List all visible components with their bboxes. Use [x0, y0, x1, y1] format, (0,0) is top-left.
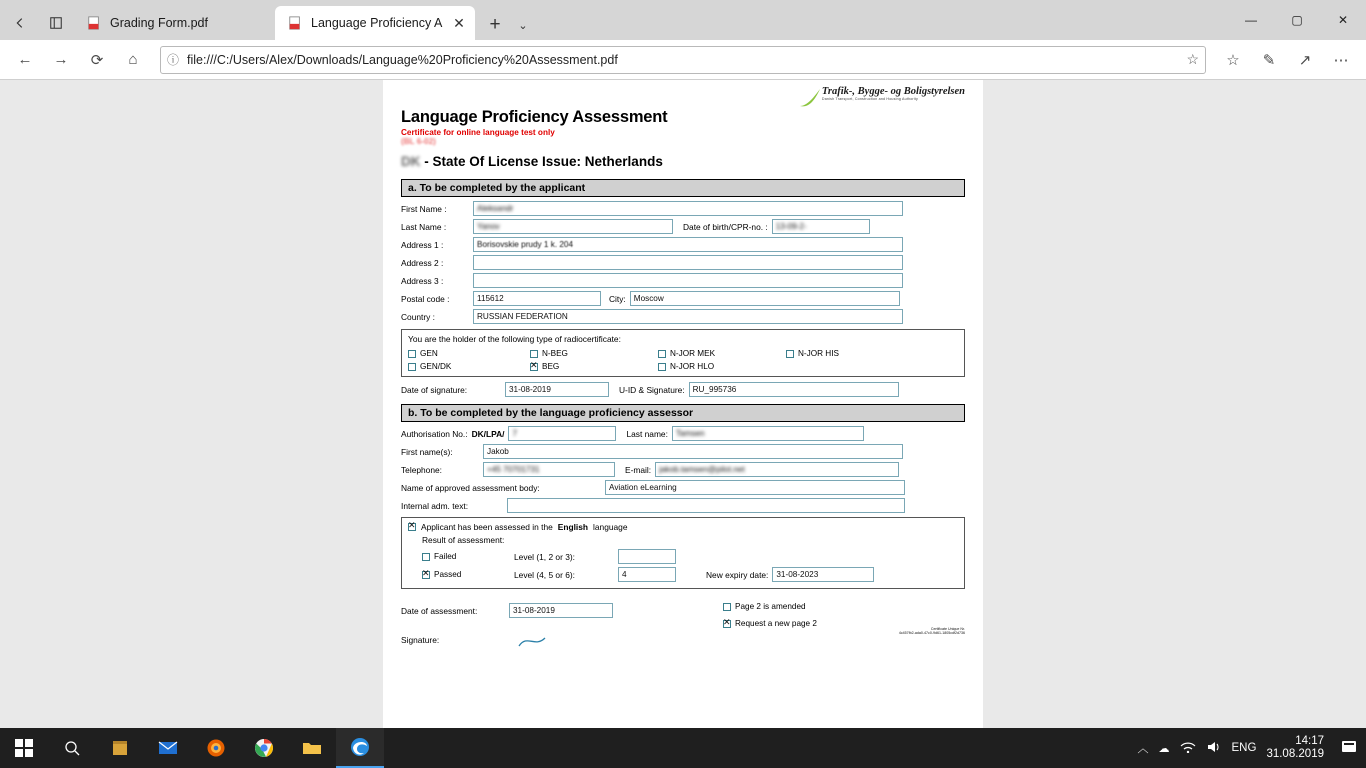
passed-option[interactable]: [422, 570, 510, 579]
certificate-unique-label: Certificate Unique Nr.: [930, 627, 965, 631]
assessor-firstname-row: [401, 444, 965, 459]
radiocertificate-row-1: [408, 349, 958, 358]
state-of-license-line: [401, 154, 965, 169]
logo-swoosh-icon: [798, 88, 822, 108]
tab-strip-back-icon[interactable]: [2, 6, 38, 40]
address3-field[interactable]: [473, 273, 903, 288]
assessor-firstname-label: First name(s):: [401, 446, 453, 457]
close-window-button[interactable]: ✕: [1337, 13, 1349, 27]
checkbox-beg-label: BEG: [542, 362, 560, 371]
favorites-icon[interactable]: ☆: [1226, 51, 1240, 69]
passed-checkbox[interactable]: [422, 571, 430, 579]
cloud-icon[interactable]: ☁: [1158, 742, 1170, 755]
start-icon[interactable]: [0, 728, 48, 768]
authority-name-en: Danish Transport, Construction and Housing Authority: [821, 97, 919, 101]
internal-text-field[interactable]: [507, 498, 905, 513]
settings-more-icon[interactable]: ⋯: [1333, 51, 1349, 69]
page2-amended-checkbox[interactable]: [723, 603, 731, 611]
last-name-row: [401, 219, 965, 234]
checkbox-n-beg-label: N-BEG: [542, 349, 568, 358]
date-of-signature-field[interactable]: [505, 382, 609, 397]
checkbox-n-jor-mek[interactable]: [658, 349, 786, 358]
authorisation-field[interactable]: [508, 426, 616, 441]
certificate-unique-value: 4c457fb2-ada0-47c0-9d61-1805cdf2d736: [898, 631, 965, 635]
browser-tab-2-title: Language Proficiency A: [311, 16, 443, 30]
checkbox-gen[interactable]: [408, 349, 530, 358]
address2-label: Address 2 :: [401, 257, 444, 268]
assessment-result-box: [401, 517, 965, 589]
expiry-date-label: New expiry date:: [706, 569, 769, 580]
last-name-field[interactable]: [473, 219, 673, 234]
date-of-assessment-field[interactable]: [509, 603, 613, 618]
language-indicator[interactable]: ENG: [1231, 742, 1257, 754]
assessment-body-row: [401, 480, 965, 495]
checkbox-gen-dk-box[interactable]: [408, 363, 416, 371]
email-field[interactable]: [655, 462, 899, 477]
city-label: City:: [609, 293, 626, 304]
city-value: Moscow: [633, 294, 664, 303]
internal-text-label: Internal adm. text:: [401, 500, 469, 511]
section-b-heading: b. To be completed by the language proficiency assessor: [401, 404, 965, 422]
authority-logo: [822, 86, 965, 101]
radiocertificate-group: [401, 329, 965, 377]
pdf-icon: [287, 15, 303, 31]
state-prefix: DK: [401, 154, 421, 169]
checkbox-n-jor-mek-label: N-JOR MEK: [670, 349, 716, 358]
passed-level-field[interactable]: [618, 567, 676, 582]
date-of-assessment-row: [401, 603, 965, 618]
checkbox-gen-dk[interactable]: [408, 362, 530, 371]
passed-level-label: Level (4, 5 or 6):: [514, 569, 575, 580]
checkbox-beg-box[interactable]: [530, 363, 538, 371]
last-name-label: Last Name :: [401, 221, 447, 232]
search-icon[interactable]: [48, 728, 96, 768]
telephone-label: Telephone:: [401, 464, 442, 475]
address1-label: Address 1 :: [401, 239, 444, 250]
authorisation-label: Authorisation No.:: [401, 428, 468, 439]
email-value: jakob.tamsen@pilot.net: [659, 465, 745, 474]
country-value: RUSSIAN FEDERATION: [477, 312, 568, 321]
store-icon[interactable]: [96, 728, 144, 768]
assessor-lastname-label: Last name:: [626, 428, 668, 439]
close-tab-icon[interactable]: ✕: [453, 14, 465, 31]
home-icon[interactable]: ⌂: [128, 51, 138, 68]
system-tray: [1138, 735, 1366, 761]
forward-icon[interactable]: →: [53, 51, 69, 68]
browser-tab-1-title: Grading Form.pdf: [110, 16, 208, 30]
assessor-firstname-value: Jakob: [487, 447, 509, 456]
refresh-icon[interactable]: ⟳: [90, 51, 104, 69]
address3-label: Address 3 :: [401, 275, 444, 286]
failed-label: Failed: [434, 552, 457, 561]
request-page2-label: Request a new page 2: [735, 619, 817, 628]
back-icon[interactable]: ←: [17, 51, 33, 68]
date-of-assessment-value: 31-08-2019: [513, 606, 555, 615]
failed-level-field[interactable]: [618, 549, 676, 564]
explorer-icon[interactable]: [288, 728, 336, 768]
uid-signature-value: RU_995736: [692, 385, 737, 394]
expiry-date-field[interactable]: [772, 567, 874, 582]
internal-text-row: [401, 498, 965, 513]
postal-city-row: [401, 291, 965, 306]
assessor-lastname-field[interactable]: [672, 426, 864, 441]
authority-name: Trafik-, Bygge- og Boligstyrelsen: [821, 86, 965, 97]
volume-icon[interactable]: [1206, 740, 1222, 757]
mail-icon[interactable]: [144, 728, 192, 768]
checkbox-gen-dk-label: GEN/DK: [420, 362, 452, 371]
address2-field[interactable]: [473, 255, 903, 270]
dob-label: Date of birth/CPR-no. :: [683, 221, 768, 232]
email-label: E-mail:: [625, 464, 652, 475]
clock-date: 31.08.2019: [1266, 748, 1324, 760]
minimize-button[interactable]: —: [1245, 13, 1257, 27]
notes-icon[interactable]: ✎: [1262, 51, 1276, 69]
page2-amended-label: Page 2 is amended: [735, 602, 806, 611]
checkbox-n-beg-box[interactable]: [530, 350, 538, 358]
window-controls: [1228, 0, 1366, 40]
signature-date-row: [401, 382, 965, 397]
checkbox-n-jor-his-label: N-JOR HIS: [798, 349, 839, 358]
telephone-field[interactable]: [483, 462, 615, 477]
pdf-viewer[interactable]: [0, 80, 1366, 768]
firefox-icon[interactable]: [192, 728, 240, 768]
notification-icon[interactable]: [1340, 738, 1358, 759]
tab-list-menu-icon[interactable]: ⌄: [518, 19, 528, 32]
pdf-page: [383, 80, 983, 768]
assessment-body-label: Name of approved assessment body:: [401, 482, 540, 493]
clock-time: 14:17: [1295, 735, 1324, 747]
city-field[interactable]: [630, 291, 900, 306]
date-of-signature-label: Date of signature:: [401, 384, 468, 395]
browser-tab-2[interactable]: [275, 6, 475, 40]
result-of-assessment-label: Result of assessment:: [422, 535, 505, 545]
radiocertificate-title: You are the holder of the following type of radiocertificate:: [408, 334, 621, 344]
passed-row: [422, 567, 958, 582]
doc-subtitle: Certificate for online language test only: [401, 128, 555, 137]
country-label: Country :: [401, 311, 435, 322]
request-page2-option[interactable]: [723, 619, 817, 628]
assessed-language-post: language: [593, 522, 628, 532]
assessed-language-row[interactable]: [408, 522, 958, 532]
address3-row: [401, 273, 965, 288]
authorisation-value: 7: [512, 429, 518, 438]
checkbox-gen-box[interactable]: [408, 350, 416, 358]
assessment-body-field[interactable]: [605, 480, 905, 495]
tab-strip-apps-icon[interactable]: [38, 6, 74, 40]
date-of-signature-value: 31-08-2019: [509, 385, 551, 394]
authorisation-prefix: DK/LPA/: [471, 428, 505, 439]
site-info-icon[interactable]: ⓘ: [167, 53, 180, 67]
country-field[interactable]: [473, 309, 903, 324]
maximize-button[interactable]: ▢: [1291, 13, 1303, 27]
assessed-language-pre: Applicant has been assessed in the: [421, 522, 553, 532]
pdf-icon: [86, 15, 102, 31]
checkbox-beg[interactable]: [530, 362, 658, 371]
checkbox-n-jor-hlo-box[interactable]: [658, 363, 666, 371]
assessed-language-checkbox[interactable]: [408, 523, 416, 531]
address1-row: [401, 237, 965, 252]
network-icon[interactable]: [1180, 741, 1196, 756]
postal-code-field[interactable]: [473, 291, 601, 306]
edge-icon[interactable]: [336, 728, 384, 768]
signature-label: Signature:: [401, 635, 440, 645]
address2-row: [401, 255, 965, 270]
checkbox-gen-label: GEN: [420, 349, 438, 358]
checkbox-n-beg[interactable]: [530, 349, 658, 358]
checkbox-n-jor-mek-box[interactable]: [658, 350, 666, 358]
first-name-label: First Name :: [401, 203, 447, 214]
dob-value: 13-09-2-: [775, 222, 807, 231]
doc-subtitle-secondary: (BL 6-02): [401, 137, 436, 146]
failed-level-label: Level (1, 2 or 3):: [514, 551, 575, 562]
telephone-value: +45 70701731: [487, 465, 540, 474]
passed-label: Passed: [434, 570, 462, 579]
add-favorite-icon[interactable]: ☆: [1186, 51, 1199, 67]
address-bar[interactable]: [160, 46, 1206, 74]
assessed-language-name: English: [557, 522, 589, 532]
chrome-icon[interactable]: [240, 728, 288, 768]
section-a-heading: a. To be completed by the applicant: [401, 179, 965, 197]
authorisation-row: [401, 426, 965, 441]
uid-signature-label: U-ID & Signature:: [619, 384, 685, 395]
tray-chevron-icon[interactable]: ︿: [1137, 743, 1149, 755]
new-tab-button[interactable]: +: [489, 14, 501, 35]
checkbox-n-jor-hlo[interactable]: [658, 362, 786, 371]
telephone-email-row: [401, 462, 965, 477]
first-name-value: Aleksandr: [477, 204, 514, 213]
first-name-field[interactable]: [473, 201, 903, 216]
page2-amended-option[interactable]: [723, 602, 806, 611]
passed-level-value: 4: [622, 570, 627, 579]
failed-row: [422, 549, 958, 564]
address1-value: Borisovskie prudy 1 k. 204: [477, 240, 574, 249]
failed-option[interactable]: [422, 552, 510, 561]
first-name-row: [401, 201, 965, 216]
certificate-unique-block: [899, 627, 965, 635]
signature-mark-icon: [517, 632, 577, 648]
address-bar-url: file:///C:/Users/Alex/Downloads/Language%20Proficiency%20Assessment.pdf: [187, 52, 618, 67]
country-row: [401, 309, 965, 324]
clock[interactable]: [1266, 735, 1330, 761]
date-of-assessment-label: Date of assessment:: [401, 605, 478, 616]
dob-field[interactable]: [772, 219, 870, 234]
failed-checkbox[interactable]: [422, 553, 430, 561]
windows-taskbar: [0, 728, 1366, 768]
assessor-lastname-value: Tamsen: [675, 429, 705, 438]
radiocertificate-row-2: [408, 362, 958, 371]
checkbox-n-jor-his[interactable]: [786, 349, 839, 358]
tab-strip: [0, 0, 1366, 40]
uid-signature-field[interactable]: [689, 382, 899, 397]
postal-code-label: Postal code :: [401, 293, 450, 304]
signature-row: [401, 632, 965, 648]
state-text: - State Of License Issue: Netherlands: [420, 154, 663, 169]
postal-code-value: 115612: [477, 294, 504, 303]
expiry-date-value: 31-08-2023: [776, 570, 819, 579]
share-icon[interactable]: ↗: [1298, 51, 1312, 69]
assessor-firstname-field[interactable]: [483, 444, 903, 459]
assessment-body-value: Aviation eLearning: [609, 483, 677, 492]
checkbox-n-jor-his-box[interactable]: [786, 350, 794, 358]
last-name-value: Yanov: [477, 222, 500, 231]
browser-tab-1[interactable]: [74, 6, 274, 40]
browser-toolbar: [0, 40, 1366, 80]
request-page2-checkbox[interactable]: [723, 620, 731, 628]
checkbox-n-jor-hlo-label: N-JOR HLO: [670, 362, 715, 371]
address1-field[interactable]: [473, 237, 903, 252]
page-title: Language Proficiency Assessment: [401, 108, 668, 126]
